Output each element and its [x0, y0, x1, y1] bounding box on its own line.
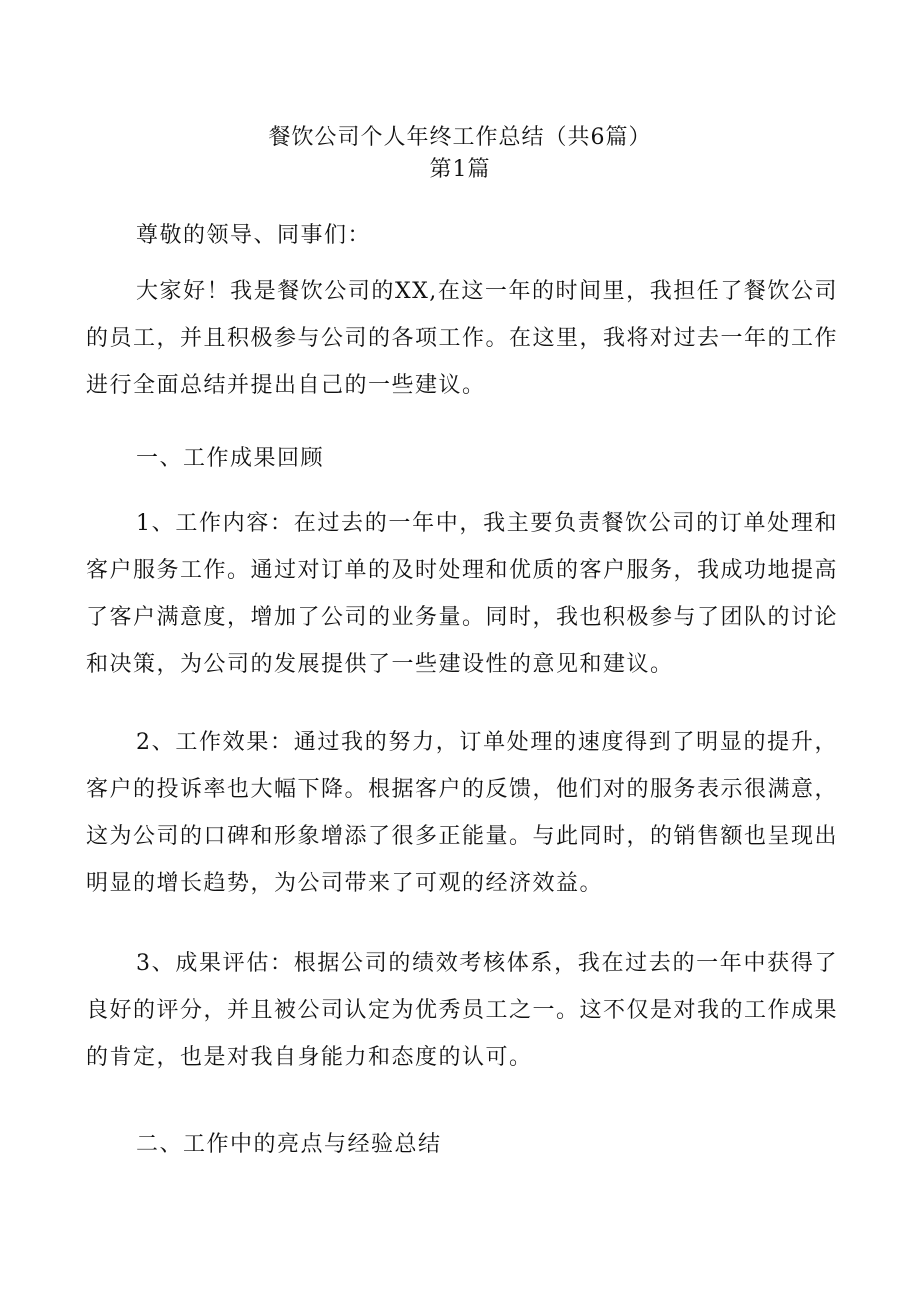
- section-heading-2: 二、工作中的亮点与经验总结: [136, 1132, 442, 1157]
- section-heading-1: 一、工作成果回顾: [136, 446, 325, 471]
- document-title: 餐饮公司个人年终工作总结（共6篇）: [268, 125, 652, 150]
- intro-paragraph: 大家好！我是餐饮公司的XX,在这一年的时间里，我担任了餐饮公司的员工，并且积极参与公司的各项工作。在这里，我将对过去一年的工作进行全面总结并提出自己的一些建议。: [86, 279, 839, 398]
- document-subtitle: 第1篇: [429, 157, 491, 182]
- paragraph-item-3: 3、成果评估：根据公司的绩效考核体系，我在过去的一年中获得了良好的评分，并且被公司认定为优秀员工之一。这不仅是对我的工作成果的肯定，也是对我自身能力和态度的认可。: [86, 951, 839, 1070]
- paragraph-item-1: 1、工作内容：在过去的一年中，我主要负责餐饮公司的订单处理和客户服务工作。通过对订单的及时处理和优质的客户服务，我成功地提高了客户满意度，增加了公司的业务量。同时，我也积极参与了团队的讨论和决策，为公司的发展提供了一些建设性的意见和建议。: [86, 511, 839, 677]
- paragraph-item-2: 2、工作效果：通过我的努力，订单处理的速度得到了明显的提升，客户的投诉率也大幅下降。根据客户的反馈，他们对的服务表示很满意，这为公司的口碑和形象增添了很多正能量。与此同时，的销售额也呈现出明显的增长趋势，为公司带来了可观的经济效益。: [86, 730, 839, 896]
- greeting-paragraph: 尊敬的领导、同事们：: [136, 223, 372, 248]
